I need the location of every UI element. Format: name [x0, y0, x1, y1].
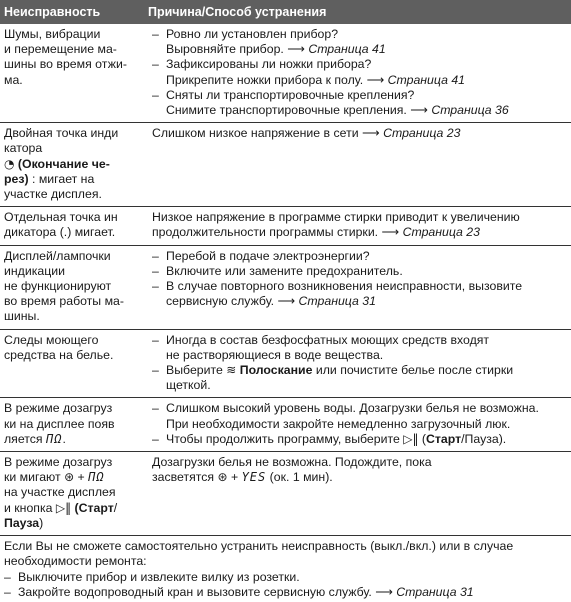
- problem-cell: Отдельная точка ин дикатора (.) мигает.: [0, 207, 144, 245]
- header-problem: Неисправность: [0, 0, 144, 24]
- table-header: [0, 0, 571, 24]
- table-row: [0, 24, 571, 123]
- table-row: [0, 207, 571, 245]
- page-ref: Страница 36: [431, 103, 509, 118]
- solution-cell: Слишком низкое напряжение в сети ⟶ Страница 23: [144, 123, 571, 207]
- header-cause: Причина/Способ устранения: [144, 0, 571, 24]
- start-pause-icon: ▷‖: [55, 500, 72, 515]
- solution-cell: – Иногда в состав безфосфатных моющих средств входят не растворяющиеся в воде вещества. – Выберите ≋ Полоскание или почистите белье после стирки щеткой.: [144, 329, 571, 398]
- problem-cell: В режиме дозагруз ки на дисплее появ ляется ΠΩ.: [0, 398, 144, 452]
- solution-cell: Низкое напряжение в программе стирки приводит к увеличению продолжительности программы стирки. ⟶ Страница 23: [144, 207, 571, 245]
- lock-icon: ⊛: [217, 470, 228, 485]
- display-code: ΠΩ: [46, 431, 63, 446]
- solution-cell: – Ровно ли установлен прибор? Выровняйте прибор. ⟶ Страница 41 – Зафиксированы ли ножки прибора? Прикрепите ножки прибора к полу. ⟶ Страница 41 – Сняты ли транспортировочные крепления? Снимите транспортировочные крепления. ⟶ Страница 36: [144, 24, 571, 123]
- solution-cell: Дозагрузки белья не возможна. Подождите, пока засветятся ⊛ + YES (ок. 1 мин).: [144, 452, 571, 536]
- solution-cell: – Слишком высокий уровень воды. Дозагрузки белья не возможна. При необходимости закройте немедленно загрузочный люк. – Чтобы продолжить программу, выберите ▷‖ (Старт/Пауза).: [144, 398, 571, 452]
- table-row: [0, 398, 571, 452]
- footer-note: Если Вы не сможете самостоятельно устранить неисправность (выкл./вкл.) или в случае необходимости ремонта: – Выключите прибор и извлеките вилку из розетки. – Закройте водопроводный кран и вызовите сервисную службу. ⟶ Страница 31: [4, 539, 514, 599]
- lock-icon: ⊛: [64, 470, 75, 485]
- page-ref: Страница 41: [387, 72, 465, 87]
- table-row: [0, 123, 571, 207]
- solution-cell: – Перебой в подаче электроэнергии? – Включите или замените предохранитель. – В случае повторного возникновения неисправности, вызовите сервисную службу. ⟶ Страница 31: [144, 245, 571, 329]
- problem-cell: Дисплей/лампочки индикации не функционируют во время работы ма- шины.: [0, 245, 144, 329]
- table-row: [0, 245, 571, 329]
- table-row: [0, 329, 571, 398]
- page-ref: Страница 41: [308, 42, 386, 57]
- problem-cell: Следы моющего средства на белье.: [0, 329, 144, 398]
- problem-cell: В режиме дозагруз ки мигают ⊛ + ΠΩ на участке дисплея и кнопка ▷‖ (Старт/ Пауза): [0, 452, 144, 536]
- display-code: ΠΩ: [88, 470, 105, 485]
- timer-icon: ◔: [4, 156, 15, 171]
- start-pause-icon: ▷‖: [403, 431, 419, 446]
- table-row: [0, 452, 571, 536]
- display-code: YES: [241, 470, 267, 485]
- page-ref: Страница 31: [396, 584, 474, 599]
- page-ref: Страница 23: [383, 126, 461, 141]
- rinse-icon: ≋: [226, 363, 237, 378]
- page-ref: Страница 31: [298, 294, 376, 309]
- page-ref: Страница 23: [402, 225, 480, 240]
- problem-cell: Шумы, вибрации и перемещение ма- шины во время отжи- ма.: [0, 24, 144, 123]
- problem-cell: Двойная точка инди катора ◔ (Окончание че- рез) : мигает на участке дисплея.: [0, 123, 144, 207]
